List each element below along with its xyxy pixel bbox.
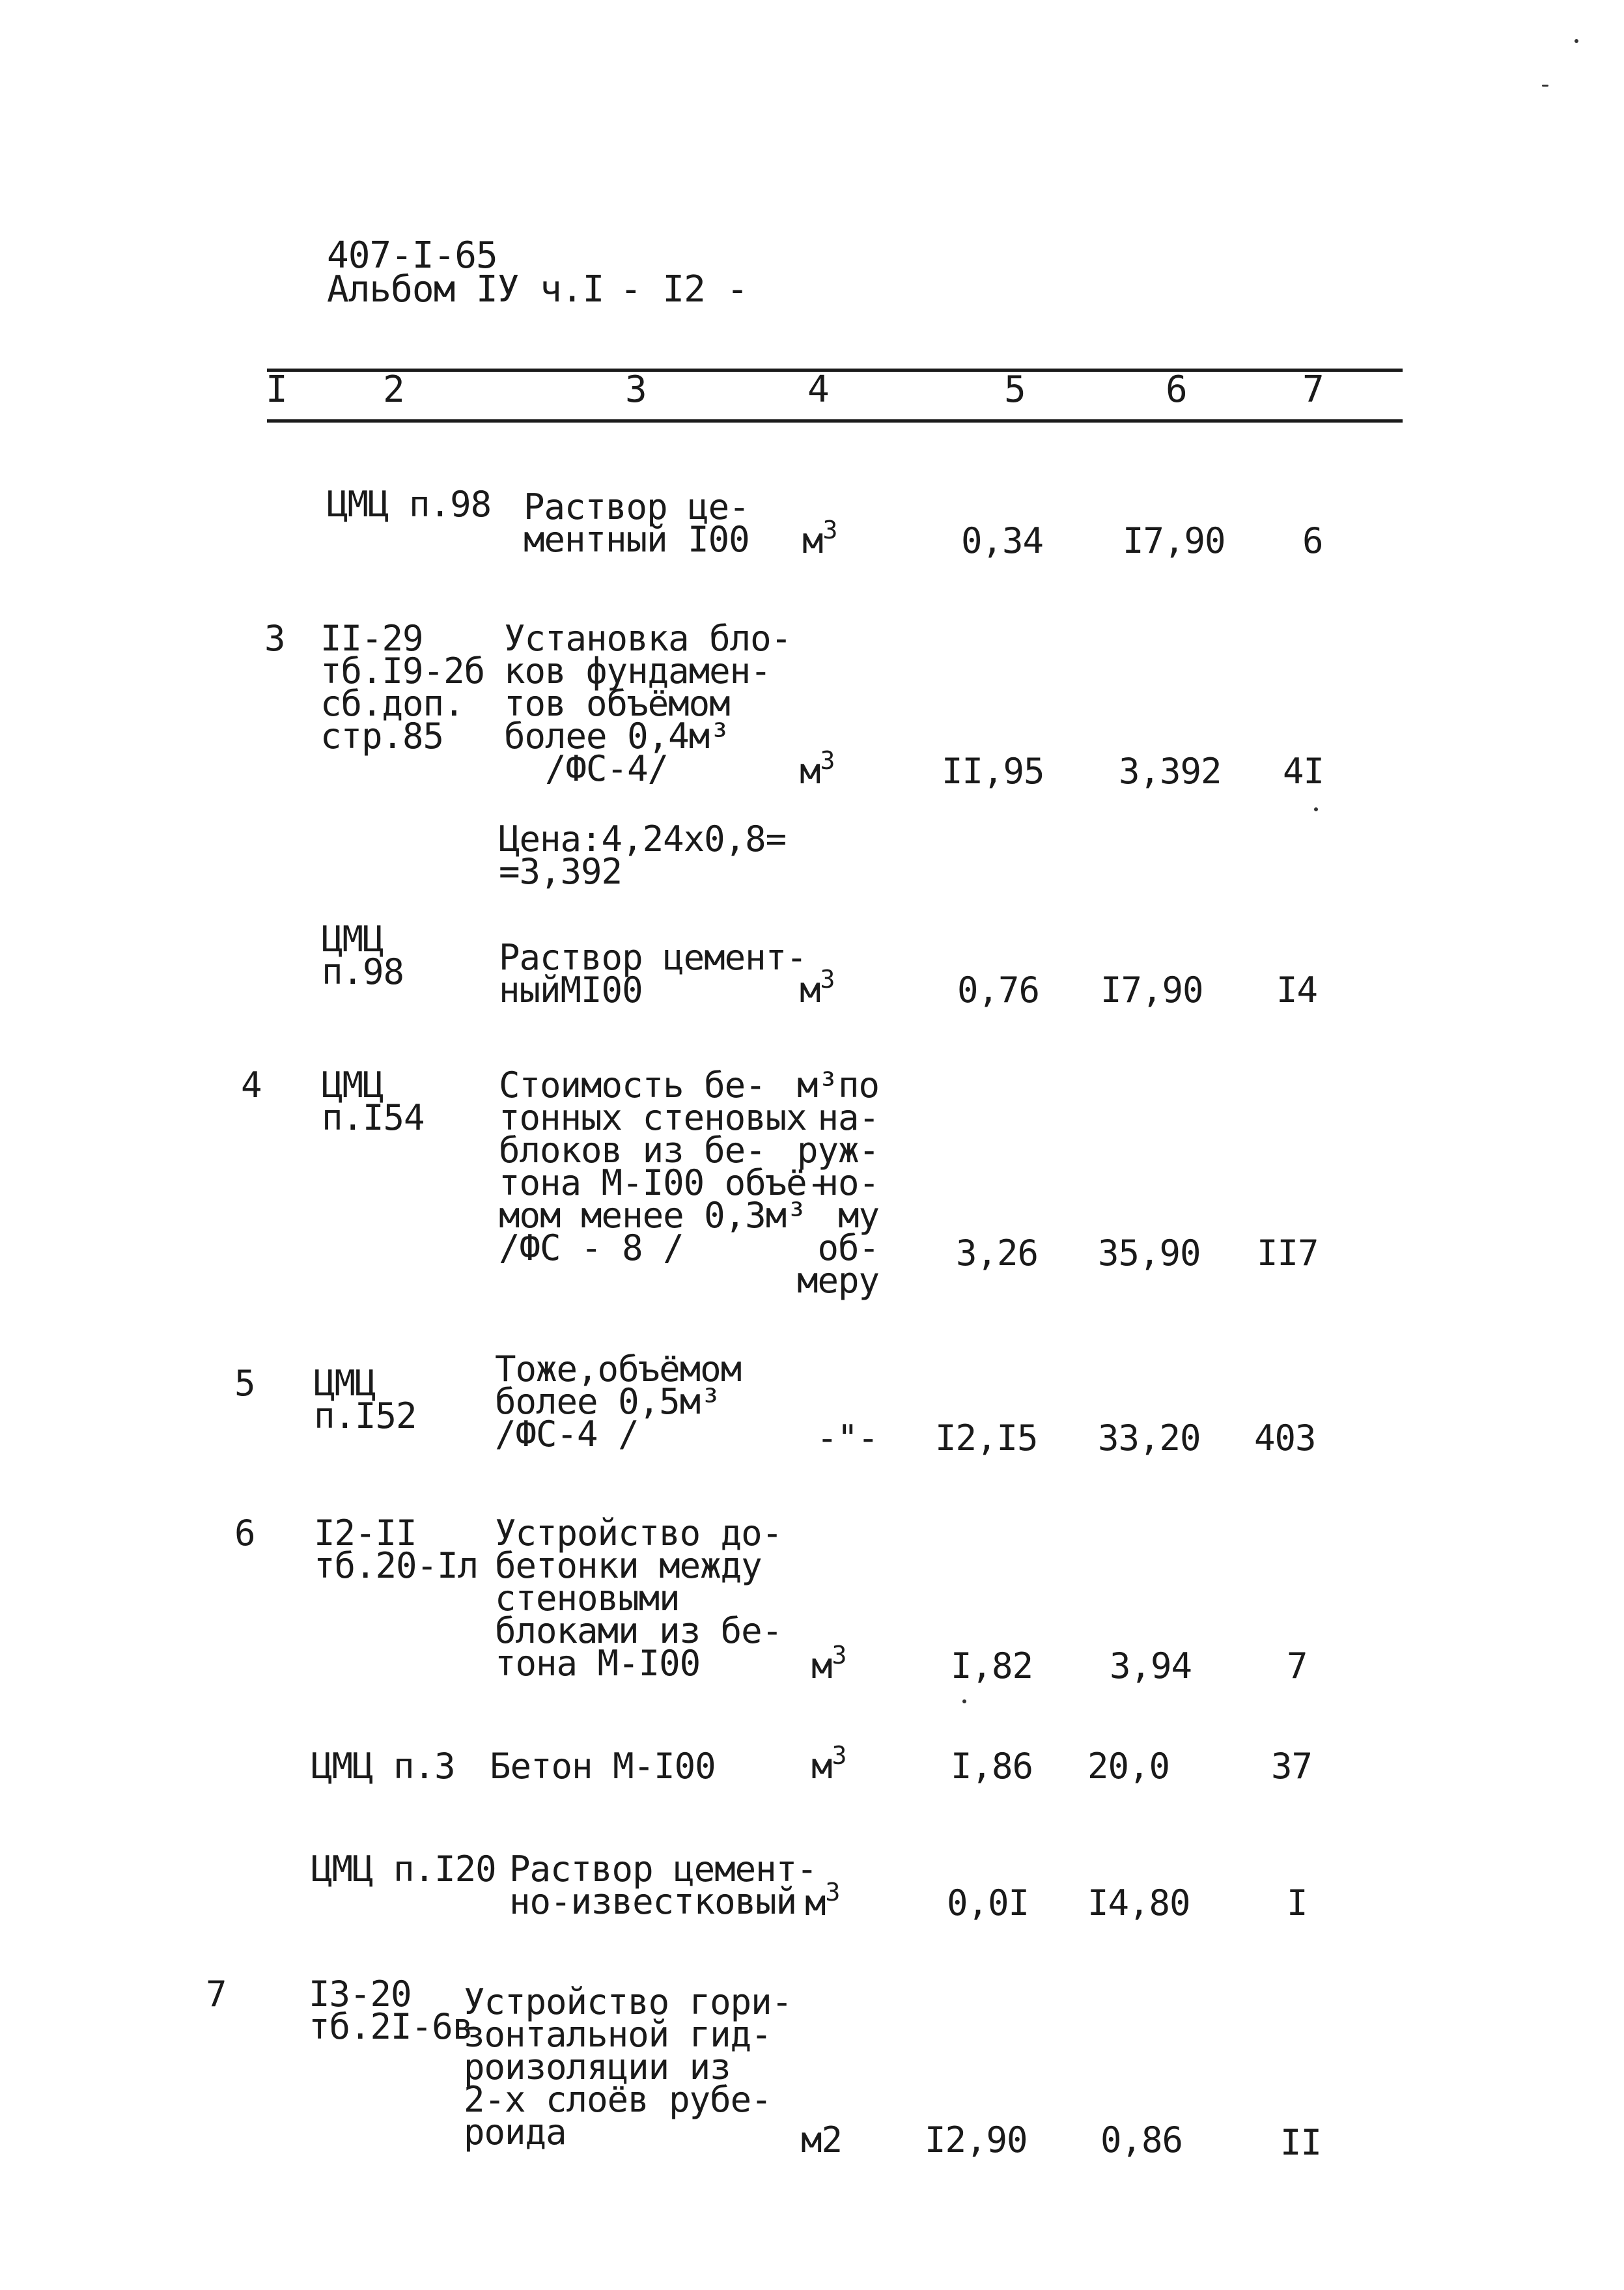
row-quantity: I2,I5 [935, 1417, 1038, 1459]
document-code: 407-I-65 [327, 234, 497, 277]
row-description: Устройство до- бетонки между стеновыми блоками из бе- тона М-I00 [495, 1513, 783, 1684]
column-header-5: 5 [1004, 369, 1026, 411]
table-top-rule [267, 369, 1403, 372]
row-price: 33,20 [1098, 1417, 1201, 1459]
column-header-6: 6 [1166, 369, 1187, 411]
column-header-3: 3 [625, 369, 647, 411]
row-code: I3-20 тб.2I-6в [309, 1974, 473, 2047]
row-description: Тоже,объёмом более 0,5м³ /ФС-4 / [495, 1348, 742, 1455]
row-price: I4,80 [1087, 1882, 1190, 1923]
row-description: Раствор цемент- ныйМI00 [499, 937, 807, 1011]
row-unit: м2 [801, 2119, 843, 2160]
row-number: 3 [264, 618, 285, 659]
row-quantity: 0,0I [947, 1882, 1029, 1923]
row-code: ЦМЦ п.I20 [311, 1849, 496, 1890]
row-code: ЦМЦ п.98 [327, 484, 492, 525]
ink-speck [1542, 85, 1548, 87]
row-quantity: 3,26 [956, 1233, 1039, 1274]
row-total: 4I [1283, 751, 1324, 792]
row-price: 35,90 [1098, 1233, 1201, 1274]
row-description: Раствор цемент- но-известковый [509, 1849, 817, 1922]
row-total: 7 [1287, 1645, 1308, 1686]
column-header-7: 7 [1302, 369, 1324, 411]
row-unit: $м^3$ [805, 1878, 840, 1923]
row-code: ЦМЦ п.3 [311, 1746, 455, 1787]
row-unit: м³по на- руж- но- му об- меру [797, 1065, 880, 1301]
row-number: 7 [206, 1974, 227, 2015]
row-total: 37 [1271, 1746, 1313, 1787]
row-number: 6 [234, 1513, 255, 1554]
row-unit: $м^3$ [811, 1741, 847, 1787]
row-total: 6 [1302, 520, 1323, 561]
row-quantity: II,95 [942, 751, 1044, 792]
row-unit: $м^3$ [800, 965, 835, 1011]
row-unit: $м^3$ [802, 516, 837, 561]
row-total: I [1287, 1882, 1308, 1923]
page-number: - I2 - [620, 268, 748, 311]
row-quantity: I,82 [951, 1645, 1033, 1686]
row-price: 3,392 [1119, 751, 1222, 792]
row-price: I7,90 [1100, 970, 1203, 1011]
column-header-2: 2 [383, 369, 404, 411]
row-total: II7 [1257, 1233, 1319, 1274]
row-unit: -"- [817, 1417, 878, 1459]
row-description: Стоимость бе- тонных стеновых блоков из бе- тона М-I00 объё- мом менее 0,3м³ /ФС - 8 / [499, 1065, 828, 1268]
ink-speck [1575, 39, 1578, 43]
row-total: 403 [1254, 1417, 1316, 1459]
table-header-rule [267, 419, 1403, 423]
row-quantity: 0,34 [961, 520, 1044, 561]
row-description: Раствор це- ментный I00 [524, 486, 749, 560]
album-label: Альбом IУ ч.I [327, 268, 604, 311]
ink-speck [1314, 807, 1318, 811]
price-note: Цена:4,24х0,8= =3,392 [499, 818, 787, 892]
row-code: ЦМЦ п.98 [322, 919, 404, 992]
row-price: 20,0 [1087, 1746, 1170, 1787]
column-header-1: I [266, 369, 287, 411]
row-description: Установка бло- ков фундамен- тов объёмом более 0,4м³ /ФС-4/ [504, 618, 792, 789]
row-quantity: I,86 [951, 1746, 1033, 1787]
row-quantity: I2,90 [925, 2119, 1028, 2160]
row-price: 0,86 [1100, 2119, 1183, 2160]
row-quantity: 0,76 [957, 970, 1040, 1011]
row-description: Устройство гори- зонтальной гид- роизоляции из 2-х слоёв рубе- роида [464, 1981, 792, 2153]
row-number: 5 [234, 1363, 255, 1404]
row-price: 3,94 [1110, 1645, 1192, 1686]
row-price: I7,90 [1123, 520, 1225, 561]
row-total: I4 [1276, 970, 1318, 1011]
column-header-4: 4 [807, 369, 829, 411]
row-total: II [1280, 2122, 1322, 2163]
row-unit: $м^3$ [800, 746, 835, 792]
row-code: I2-II тб.20-Iл [314, 1513, 479, 1586]
row-code: ЦМЦ п.I54 [322, 1065, 425, 1138]
row-unit: $м^3$ [811, 1641, 847, 1686]
row-code: II-29 тб.I9-2б сб.доп. стр.85 [320, 618, 485, 757]
row-number: 4 [241, 1065, 262, 1106]
row-description: Бетон М-I00 [490, 1746, 716, 1787]
row-code: ЦМЦ п.I52 [314, 1363, 417, 1436]
ink-speck [962, 1699, 966, 1703]
